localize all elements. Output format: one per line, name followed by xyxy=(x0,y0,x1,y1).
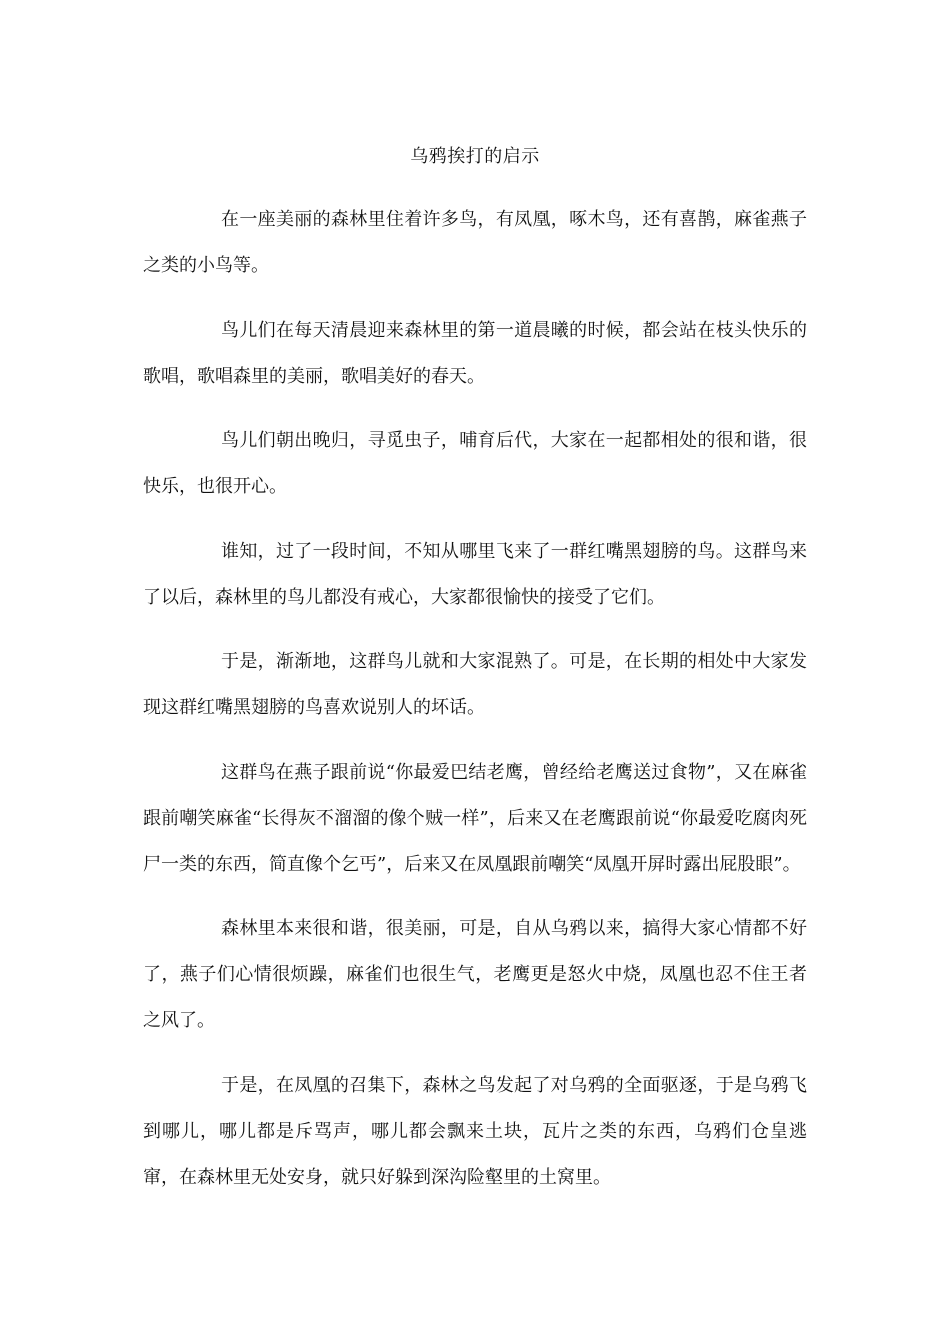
paragraph: 于是，渐渐地，这群鸟儿就和大家混熟了。可是，在长期的相处中大家发现这群红嘴黑翅膀的鸟喜欢说别人的坏话。 xyxy=(143,651,807,718)
paragraph: 谁知，过了一段时间，不知从哪里飞来了一群红嘴黑翅膀的鸟。这群鸟来了以后，森林里的鸟儿都没有戒心，大家都很愉快的接受了它们。 xyxy=(143,540,807,608)
document-body xyxy=(143,197,807,1219)
document-title: 乌鸦挨打的启示 xyxy=(410,146,540,167)
paragraph: 鸟儿们在每天清晨迎来森林里的第一道晨曦的时候，都会站在枝头快乐的歌唱，歌唱森里的美丽，歌唱美好的春天。 xyxy=(143,319,807,387)
paragraph: 于是，在凤凰的召集下，森林之鸟发起了对乌鸦的全面驱逐，于是乌鸦飞到哪儿，哪儿都是斥骂声，哪儿都会飘来土块，瓦片之类的东西，乌鸦们仓皇逃窜，在森林里无处安身，就只好躲到深沟险壑里的土窝里。 xyxy=(143,1074,807,1188)
paragraph: 森林里本来很和谐，很美丽，可是，自从乌鸦以来，搞得大家心情都不好了，燕子们心情很烦躁，麻雀们也很生气，老鹰更是怒火中烧，凤凰也忍不住王者之风了。 xyxy=(143,918,807,1031)
paragraph: 在一座美丽的森林里住着许多鸟，有凤凰，啄木鸟，还有喜鹊，麻雀燕子之类的小鸟等。 xyxy=(143,209,807,276)
paragraph: 鸟儿们朝出晚归，寻觅虫子，哺育后代，大家在一起都相处的很和谐，很快乐，也很开心。 xyxy=(143,430,807,497)
paragraph: 这群鸟在燕子跟前说“你最爱巴结老鹰，曾经给老鹰送过食物”，又在麻雀跟前嘲笑麻雀“长得灰不溜溜的像个贼一样”，后来又在老鹰跟前说“你最爱吃腐肉死尸一类的东西，简直像个乞丐”，后来又在凤凰跟前嘲笑“凤凰开屏时露出屁股眼”。 xyxy=(143,761,807,875)
